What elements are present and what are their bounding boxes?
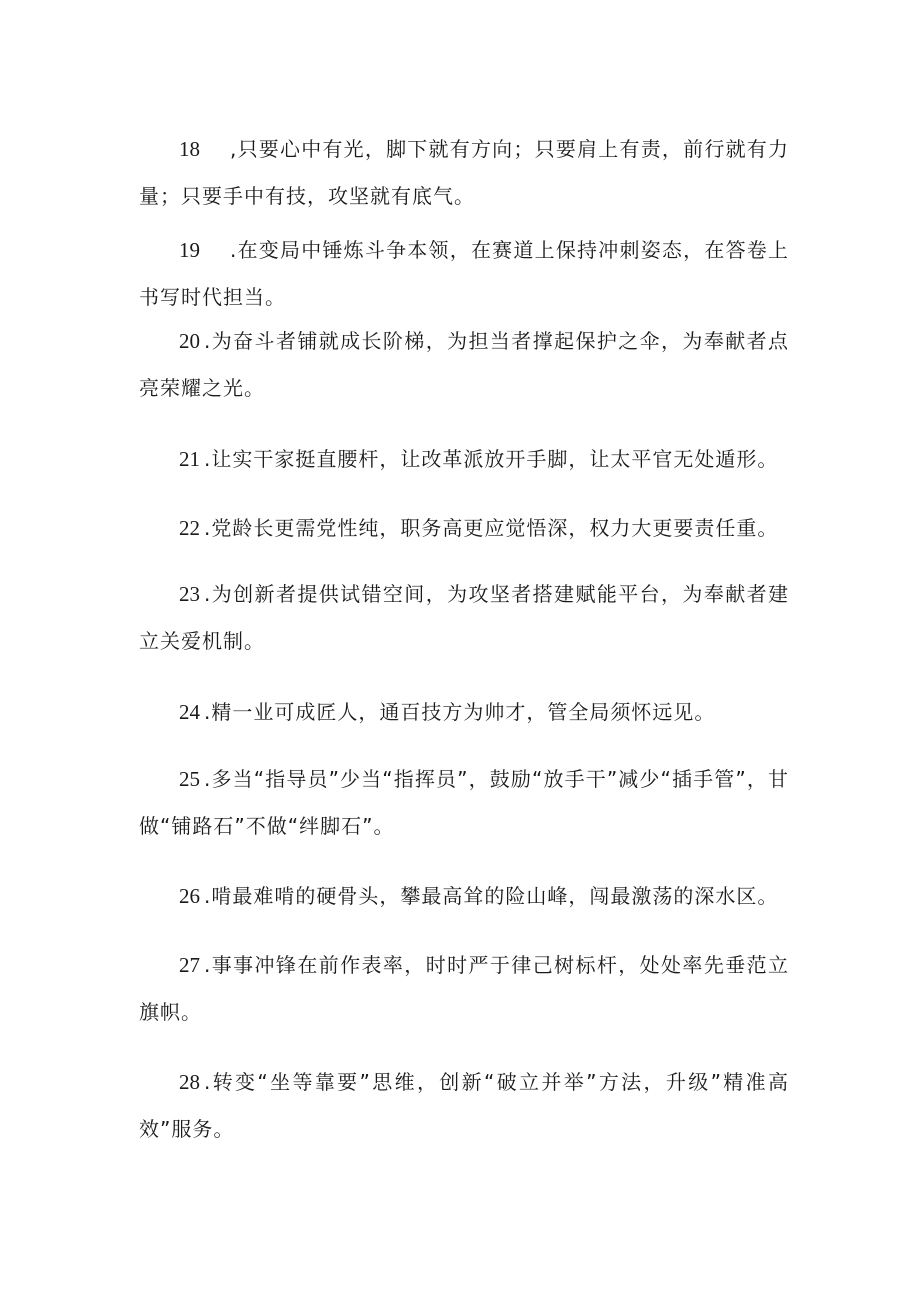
list-item-22 [139, 505, 789, 552]
item-number: 26 [179, 884, 200, 908]
item-number: 19 [179, 238, 200, 262]
item-number: 22 [179, 516, 200, 540]
list-item-21 [139, 436, 789, 483]
item-number: 18 [179, 137, 200, 161]
item-text: .让实干家挺直腰杆，让改革派放开手脚，让太平官无处遁形。 [204, 447, 779, 471]
item-text: .为创新者提供试错空间，为攻坚者搭建赋能平台，为奉献者建立关爱机制。 [139, 582, 789, 653]
item-text: ,只要心中有光，脚下就有方向；只要肩上有责，前行就有力量；只要手中有技，攻坚就有底气。 [139, 137, 789, 208]
item-text: .啃最难啃的硬骨头，攀最高耸的险山峰，闯最激荡的深水区。 [204, 884, 779, 908]
item-number: 28 [179, 1070, 200, 1094]
list-item-23 [139, 571, 789, 665]
item-text: .转变“坐等靠要”思维，创新“破立并举”方法，升级”精准高效”服务。 [139, 1070, 789, 1141]
list-item-24 [139, 689, 789, 736]
item-number: 25 [179, 767, 200, 791]
item-text: .在变局中锤炼斗争本领，在赛道上保持冲刺姿态，在答卷上书写时代担当。 [139, 238, 789, 309]
list-item-18 [139, 126, 789, 220]
list-item-26 [139, 873, 789, 920]
list-item-27 [139, 942, 789, 1036]
list-item-25 [139, 756, 789, 850]
item-text: .为奋斗者铺就成长阶梯，为担当者撑起保护之伞，为奉献者点亮荣耀之光。 [139, 329, 789, 400]
item-number: 21 [179, 447, 200, 471]
list-item-19 [139, 227, 789, 321]
item-text: .事事冲锋在前作表率，时时严于律己树标杆，处处率先垂范立旗帜。 [139, 953, 789, 1024]
item-number: 24 [179, 700, 200, 724]
item-text: .多当“指导员”少当“指挥员”，鼓励“放手干”减少“插手管”，甘做“铺路石”不做“绊脚石”。 [139, 767, 789, 838]
item-number: 27 [179, 953, 200, 977]
item-number: 20 [179, 329, 200, 353]
item-text: .精一业可成匠人，通百技方为帅才，管全局须怀远见。 [204, 700, 716, 724]
item-text: .党龄长更需党性纯，职务高更应觉悟深，权力大更要责任重。 [204, 516, 779, 540]
list-item-28 [139, 1059, 789, 1153]
list-item-20 [139, 318, 789, 412]
item-number: 23 [179, 582, 200, 606]
